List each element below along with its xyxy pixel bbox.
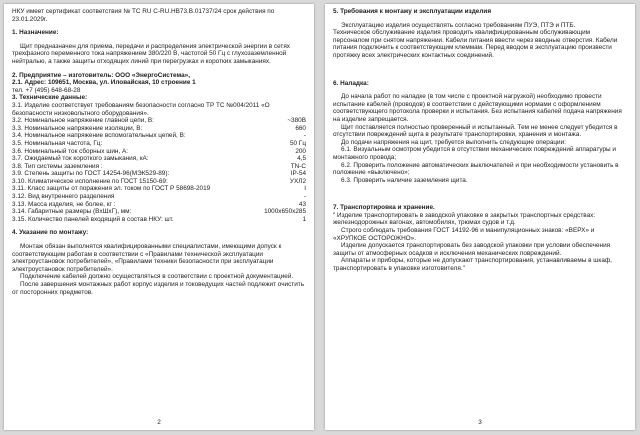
spec-row: [12, 163, 306, 171]
spec-value: 1: [302, 215, 306, 223]
spec-label: 3.6. Номинальный ток сборных шин, А:: [12, 147, 129, 155]
spec-row: [12, 208, 306, 216]
section-6-item-1: 6.1. Визуальным осмотром убедится в отсутствии механических повреждений аппаратуры и монтажного провода;: [333, 146, 616, 161]
section-4-para-3: После завершения монтажных работ корпус изделия и токоведущих частей подлежит очистить от посторонних предметов.: [12, 281, 305, 296]
spec-label: 3.5. Номинальная частота, Гц:: [12, 139, 103, 147]
certificate-intro: НКУ имеет сертификат соответствия № ТС RU C-RU.НВ73.В.01737/24 срок действия по 23.01.2029г.: [12, 8, 275, 23]
section-4-para-2: Подключение кабелей должно осуществляться в соответствии с проектной документацией.: [20, 273, 294, 281]
spec-label: 3.3. Номинальное напряжение изоляции, В:: [12, 124, 143, 132]
section-6-para-3: До подачи напряжения на щит, требуется выполнить следующие операции:: [341, 138, 566, 146]
section-1-title: 1. Назначение:: [12, 29, 59, 37]
spec-label: 3.15. Количество панелей входящий в состав НКУ: шт.: [12, 215, 174, 223]
spec-label: 3.8. Тип системы заземления :: [12, 162, 103, 170]
section-6-para-2: Щит поставляется полностью проверенный и испытанный. Тем не менее следует убедится в отсутствии повреждений щита в результате транспортировки, хранения и монтажа.: [333, 123, 618, 139]
spec-label: 3.11. Класс защиты от поражения эл. током по ГОСТ Р 58698-2019: [12, 185, 211, 193]
spec-value: I: [304, 185, 306, 193]
section-6-title: 6. Наладка:: [333, 79, 369, 87]
spec-row: [12, 178, 306, 186]
spec-row: [12, 140, 306, 148]
spec-value: ~380В: [287, 117, 306, 125]
section-7-para-3: Изделие допускается транспортировать без заводской упаковки при условии обеспечения защиты от атмосферных осадков и исключения механических повреждений.: [333, 242, 611, 257]
page-left-content: [12, 8, 306, 416]
section-7-para-4: Аппараты и приборы, которые не допускают транспортирования, устанавливаемы в шкаф, транспортировать в упаковке изготовителя.": [333, 257, 612, 273]
spec-row: [12, 185, 306, 193]
spec-row: [12, 125, 306, 133]
section-5-title: 5. Требования к монтажу и эксплуатации изделия: [333, 8, 492, 15]
section-6-item-3: 6.3. Проверить наличие заземления щита.: [341, 176, 468, 184]
spec-label: 3.9. Степень защиты по ГОСТ 14254-96(МЭК529-89):: [12, 170, 170, 178]
section-3-1: 3.1. Изделие соответствует требованиям безопасности согласно ТР ТС №004/2011 «О безопасности низковольтного оборудования».: [12, 101, 270, 117]
spec-label: 3.4. Номинальное напряжение вспомогательных цепей, В:: [12, 132, 186, 140]
section-2-address: 2.1. Адрес: 109651, Москва, ул. Иловайская, 10 строение 1: [12, 79, 196, 87]
document-page-left: [4, 4, 314, 430]
spec-value: -: [303, 132, 306, 140]
section-2-phone: тел. +7 (495) 648-68-28: [12, 86, 81, 94]
section-4-para-1: Монтаж обязан выполнятся квалифицированными специалистами, имеющими допуск к соответствующим работам в соответствии с «Правилами технической эксплуатации электроустановок потребителей», «Правилами техники безопасности при эксплуатации электроустановок потребителей».: [12, 243, 282, 273]
spec-label: 3.2. Номинальное напряжение главной цепи, В:: [12, 117, 154, 125]
spec-row: [12, 193, 306, 201]
spec-label: 3.13. Масса изделия, не более, кг :: [12, 200, 116, 208]
spec-value: -: [303, 193, 306, 201]
spec-value: 43: [298, 200, 306, 208]
section-4-title: 4. Указание по монтажу:: [12, 229, 89, 237]
spec-label: 3.12. Вид внутреннего разделения: [12, 193, 115, 201]
section-5-para-2: Техническое обслуживание изделия проводить квалифицированным обслуживающим персоналом при снятом напряжении. Кабели питания ввести через вводные отверстия. Кабели питания подключить к соответствующим клеммам. Перед вводом в эксплуатацию произвести протяжку всех электрических контактных соединений.: [333, 29, 618, 59]
spec-value: TN-C: [290, 162, 306, 170]
section-2-title: 2. Предприятие – изготовитель: ООО «ЭнергоСистема»,: [12, 71, 190, 79]
section-1-body: Щит предназначен для приема, передачи и распределения электрической энергии в сетях трехфазного переменного тока напряжением 380/220 В, частотой 50 Гц с глухозаземленной нейтралью, а также защиты отходящих линий при перегрузках и коротких замыканиях.: [12, 42, 290, 65]
section-6-item-2: 6.2. Проверить положение автоматических выключателей и при необходимости установить в положение «выключено»;: [333, 161, 619, 177]
spec-row: [12, 201, 306, 209]
spec-row: [12, 170, 306, 178]
section-3-title: 3. Технические данные:: [12, 94, 88, 102]
spec-value: 50 Гц: [289, 139, 306, 147]
spec-label: 3.14. Габаритные размеры (ВхШхГ), мм:: [12, 208, 132, 216]
spec-value: 660: [295, 124, 306, 132]
spec-row: [12, 117, 306, 125]
spec-value: УХЛ2: [289, 177, 306, 185]
spec-value: 4,5: [297, 155, 306, 163]
spec-row: [12, 148, 306, 156]
spec-value: 1000x650x285: [264, 208, 306, 216]
spec-value: IP-54: [290, 170, 306, 178]
section-6-para-1: До начала работ по наладке (в том числе с проектной нагрузкой) необходимо провести испытание кабелей (проводов) в соответствии с действующими нормами с оформлением соответствующего протокола проверки и испытания. Без испытания кабелей подача напряжения на изделие запрещается.: [333, 93, 622, 123]
spec-row: [12, 216, 306, 224]
spec-label: 3.10. Климатическое исполнение по ГОСТ 15150-69:: [12, 177, 168, 185]
spec-label: 3.7. Ожидаемый ток короткого замыкания, кА:: [12, 155, 149, 163]
page-right-content: [333, 8, 627, 416]
page-number: 3: [478, 419, 482, 426]
section-5-para-1: Эксплуатацию изделия осуществлять согласно требованиям ПУЭ, ПТЭ и ПТБ.: [341, 21, 576, 29]
page-number: 2: [157, 419, 161, 426]
section-7-para-2: Строго соблюдать требования ГОСТ 14192-96 и манипуляционных знаков: «ВЕРХ» и «ХРУПКОЕ ОСТОРОЖНО».: [333, 227, 595, 242]
section-7-para-1: " Изделие транспортировать в заводской упаковке в закрытых транспортных средствах: железнодорожных вагонах, автомобилях, трюмах судов и т.д.: [333, 211, 596, 227]
document-page-right: [325, 4, 635, 430]
spec-row: [12, 132, 306, 140]
spec-row: [12, 155, 306, 163]
spec-value: 200: [295, 147, 306, 155]
section-7-title: 7. Транспортировка и хранение.: [333, 204, 435, 212]
